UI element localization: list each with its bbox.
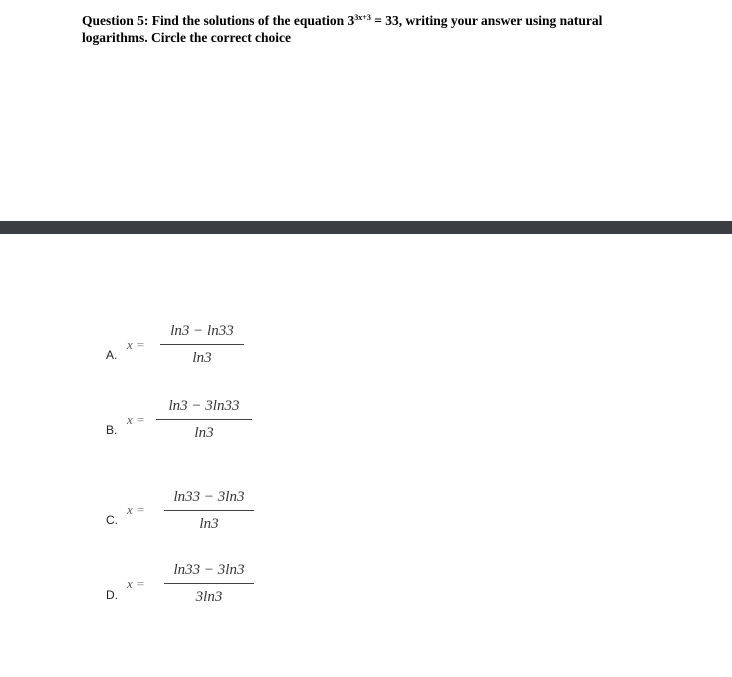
choice-b-numerator: ln3 − 3ln33 [168,398,240,414]
question-line2: logarithms. Circle the correct choice [82,30,292,45]
variable-x: x [127,412,133,427]
question-suffix: = 33, writing your answer using natural [370,13,603,28]
choice-d-letter: D. [106,588,118,602]
choice-d[interactable] [0,558,732,628]
choice-a-denominator: ln3 [192,350,212,366]
choice-b-lhs [127,412,144,428]
choice-b[interactable] [0,394,732,464]
choice-c-lhs [127,502,144,518]
choice-c[interactable] [0,484,732,554]
fraction-bar [164,583,254,584]
choice-a-numerator: ln3 − ln33 [170,323,234,339]
equals-sign: = [136,412,145,427]
question-text [82,12,682,46]
fraction-bar [156,419,252,420]
choice-c-denominator: ln3 [199,516,219,532]
choice-b-fraction [156,397,252,443]
choice-a-fraction [160,322,244,368]
choice-c-fraction [164,488,254,534]
choice-d-denominator: 3ln3 [195,589,223,605]
choice-d-lhs [127,576,144,592]
choice-b-denominator: ln3 [194,425,214,441]
choice-d-numerator: ln33 − 3ln3 [173,562,245,578]
equals-sign: = [136,337,145,352]
choice-c-letter: C. [106,513,118,527]
choice-c-numerator: ln33 − 3ln3 [173,489,245,505]
choice-a-lhs [127,337,144,353]
choice-b-letter: B. [106,423,118,437]
variable-x: x [127,576,133,591]
fraction-bar [164,510,254,511]
question-prefix: Question 5: Find the solutions of the equation 3 [82,13,355,28]
variable-x: x [127,337,133,352]
equals-sign: = [136,502,145,517]
choice-d-fraction [164,561,254,607]
equals-sign: = [136,576,145,591]
choice-a-letter: A. [106,348,118,362]
variable-x: x [127,502,133,517]
choice-a[interactable] [0,320,732,390]
fraction-bar [160,344,244,345]
question-exponent: 3x+3 [354,13,371,22]
section-divider [0,221,732,234]
